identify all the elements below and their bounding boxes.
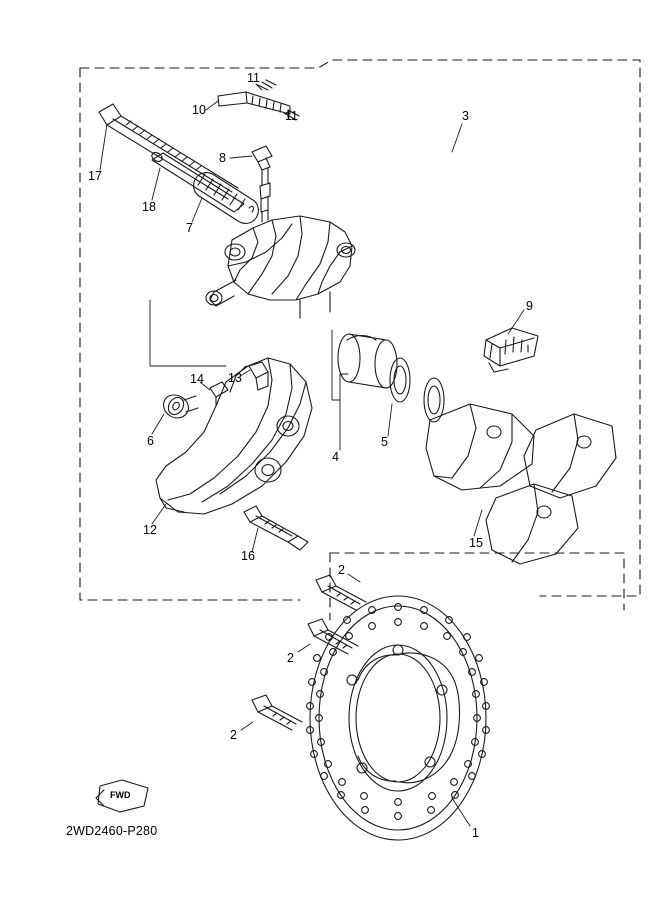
callout-18: 18 [142,200,156,214]
part-17-pin [99,104,238,199]
callout-9: 9 [526,299,533,313]
callout-11-b: 11 [285,109,298,123]
disc-drill-holes [307,604,490,820]
callout-11-a: 11 [247,71,260,85]
callout-6: 6 [147,434,154,448]
group-boundary-3 [80,60,640,600]
fwd-label: FWD [110,790,131,800]
group-boundary-1 [330,553,624,620]
callout-2-b: 2 [287,651,294,665]
part-13-clip [249,362,268,390]
callout-15: 15 [469,536,483,550]
callout-7: 7 [186,221,193,235]
part-15-pads [426,404,616,564]
part-4-piston [338,334,397,388]
part-16-slide-pin [244,506,308,550]
leader-lines [100,84,524,826]
diagram-part-number: 2WD2460-P280 [66,824,158,838]
callout-16: 16 [241,549,255,563]
part-14-bushing [210,382,228,406]
part-5-seals [390,358,444,422]
callout-12: 12 [143,523,157,537]
part-6-boot [164,395,198,418]
callout-2-c: 2 [230,728,237,742]
callout-5: 5 [381,435,388,449]
part-9-shim [484,328,538,372]
part-2-bolt-c [252,695,302,730]
part-10-bolt [218,92,290,114]
callout-13: 13 [228,371,242,385]
callout-1: 1 [472,826,479,840]
part-2-bolt-a [316,575,366,610]
callout-14: 14 [190,372,204,386]
callout-17: 17 [88,169,102,183]
callout-8: 8 [219,151,226,165]
callout-2-a: 2 [338,563,345,577]
caliper-body [206,210,355,318]
callout-4: 4 [332,450,339,464]
callout-10: 10 [192,103,206,117]
callout-3: 3 [462,109,469,123]
